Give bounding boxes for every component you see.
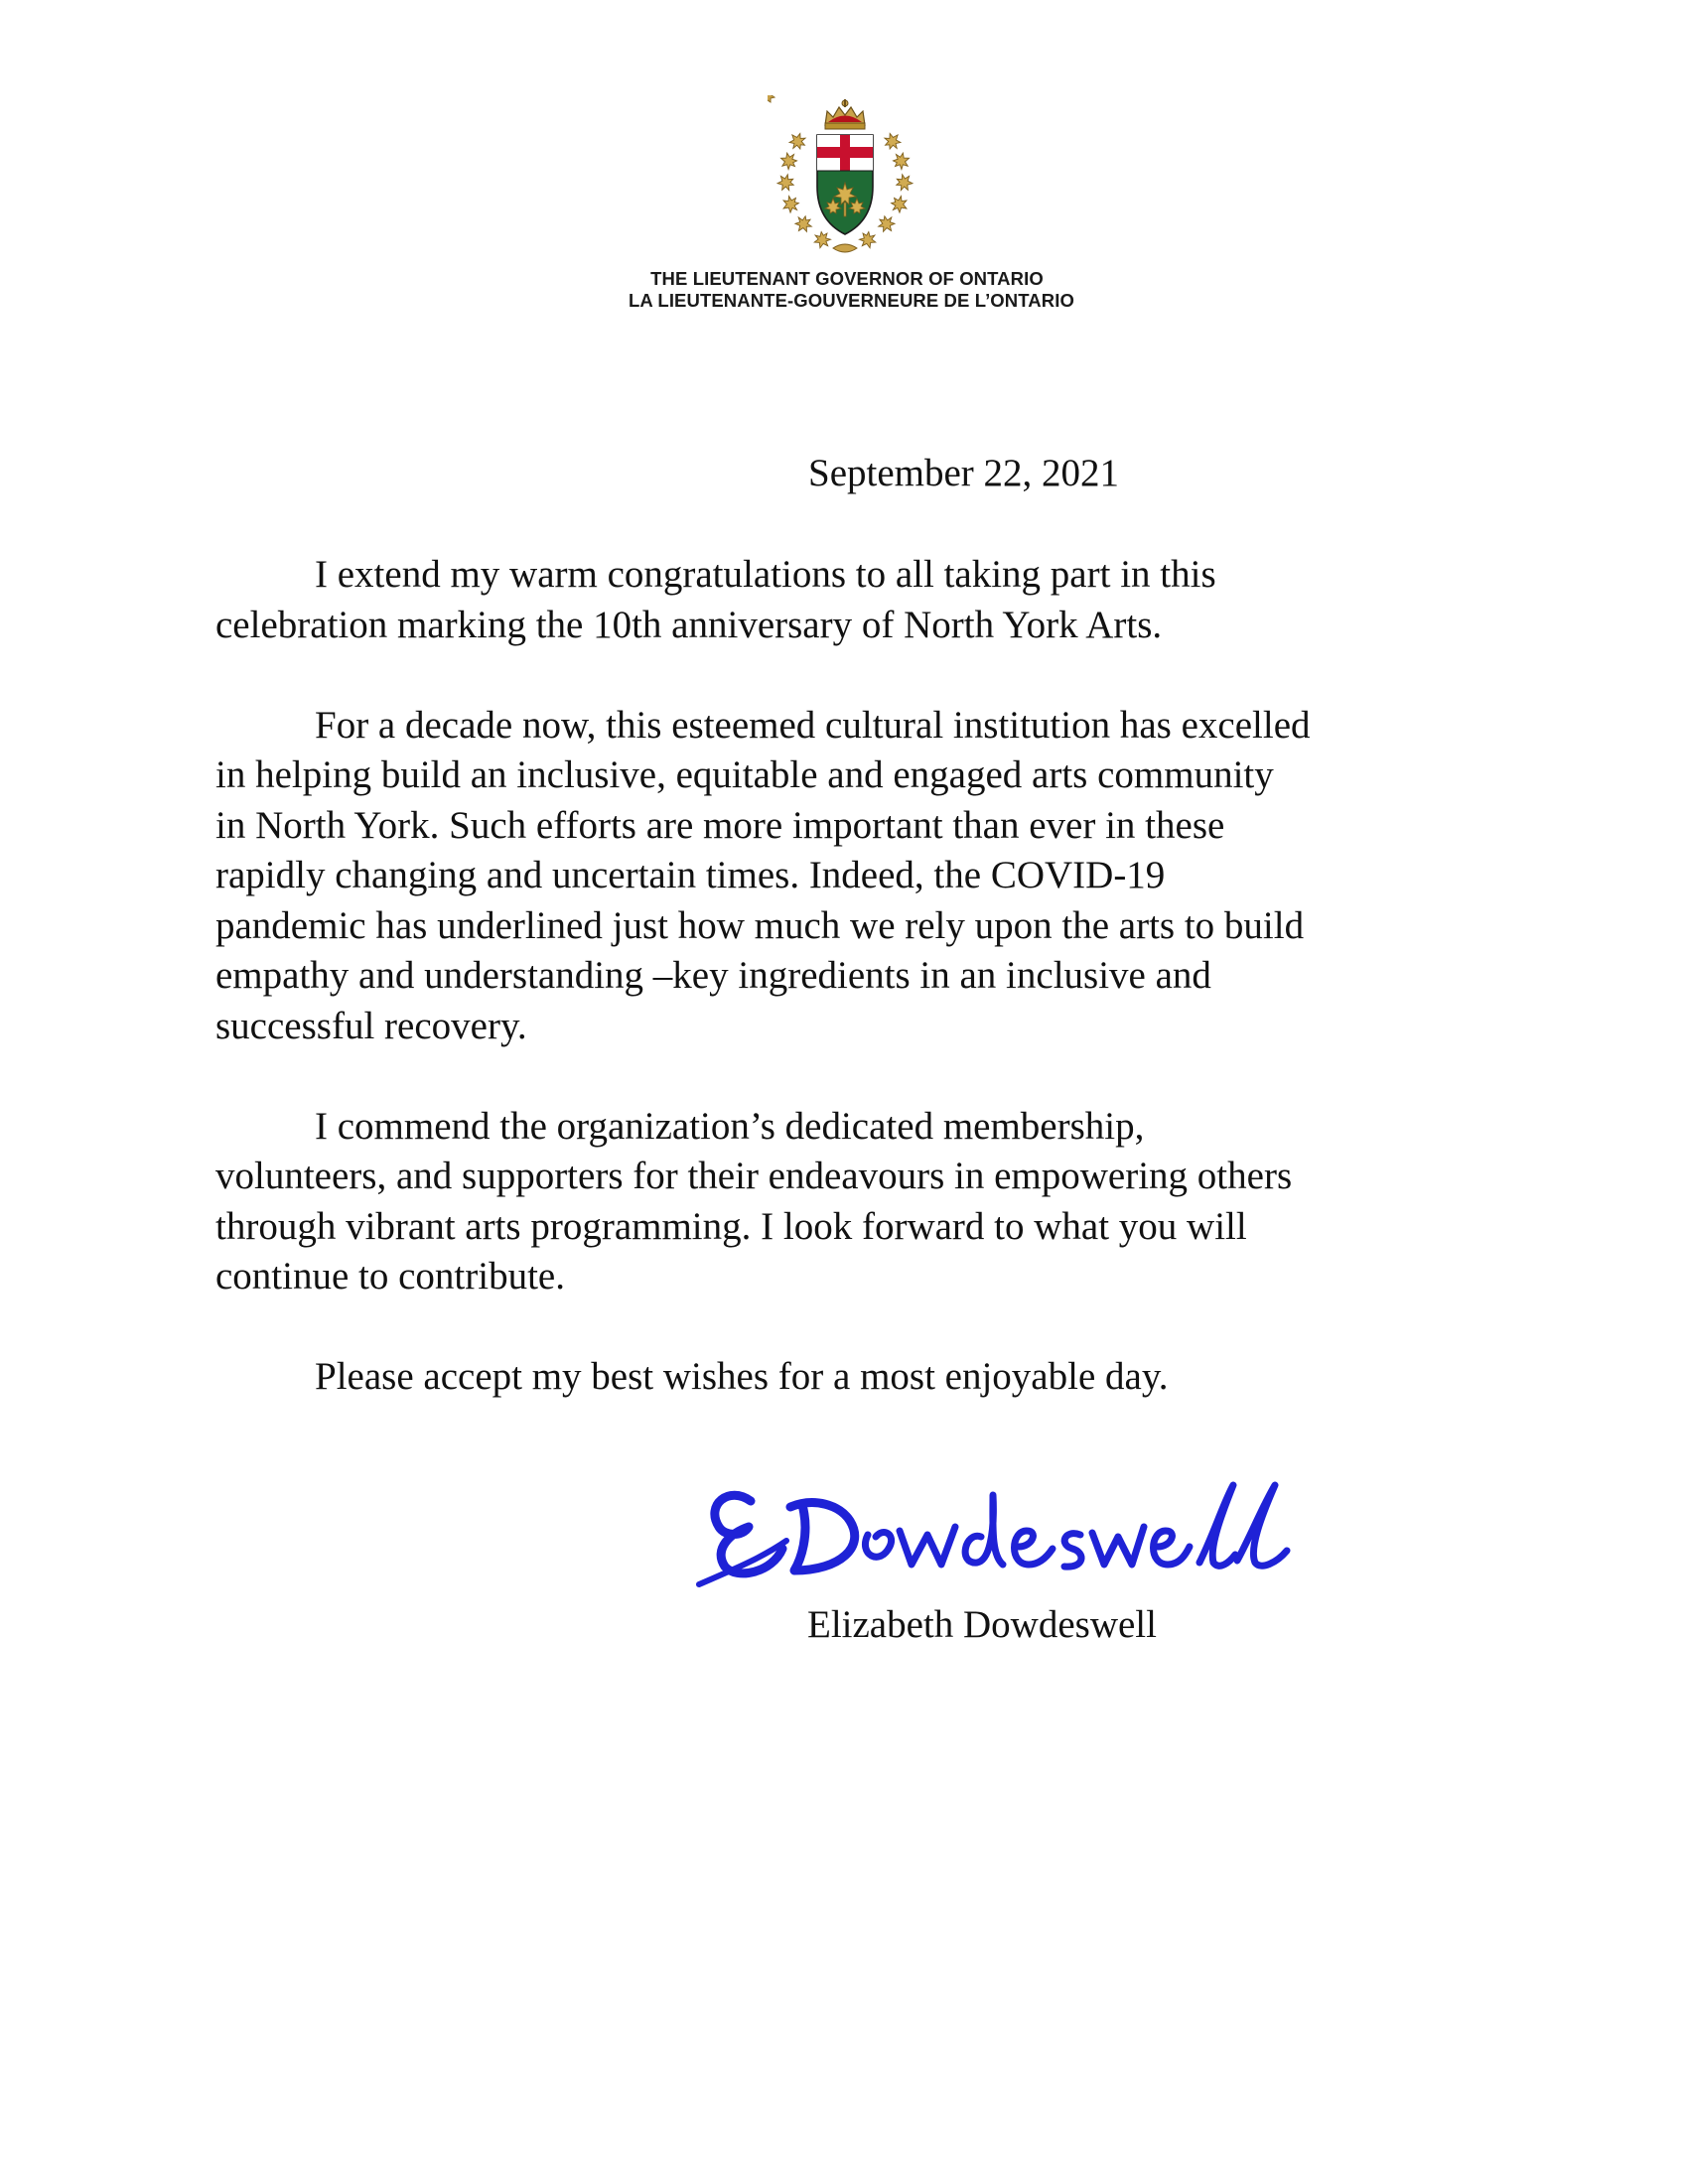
paragraph-3 xyxy=(215,1102,1486,1302)
letter-date: September 22, 2021 xyxy=(808,452,1120,494)
body-line: celebration marking the 10th anniversary of North York Arts. xyxy=(215,603,1163,646)
letter-body xyxy=(215,550,1486,1452)
body-line: in helping build an inclusive, equitable and engaged arts community xyxy=(215,753,1274,796)
crest-icon xyxy=(768,95,922,258)
body-line: rapidly changing and uncertain times. Indeed, the COVID-19 xyxy=(215,854,1166,896)
body-line: pandemic has underlined just how much we rely upon the arts to build xyxy=(215,903,1305,947)
body-line: For a decade now, this esteemed cultural institution has excelled xyxy=(315,703,1311,747)
body-line: I extend my warm congratulations to all taking part in this xyxy=(315,553,1216,596)
paragraph-2 xyxy=(215,701,1486,1052)
paragraph-1 xyxy=(215,550,1486,650)
paragraph-4 xyxy=(215,1352,1486,1403)
body-line: empathy and understanding –key ingredients in an inclusive and xyxy=(215,954,1211,997)
body-line: continue to contribute. xyxy=(215,1255,565,1297)
body-line: volunteers, and supporters for their endeavours in empowering others xyxy=(215,1155,1293,1197)
body-line: through vibrant arts programming. I look forward to what you will xyxy=(215,1204,1247,1248)
body-line: successful recovery. xyxy=(215,1004,527,1047)
body-line: Please accept my best wishes for a most enjoyable day. xyxy=(315,1355,1169,1398)
office-title-english: THE LIEUTENANT GOVERNOR OF ONTARIO xyxy=(650,268,1044,289)
body-line: I commend the organization’s dedicated membership, xyxy=(315,1104,1145,1148)
office-title-french: LA LIEUTENANTE-GOUVERNEURE DE L’ONTARIO xyxy=(629,290,1074,311)
signatory-name: Elizabeth Dowdeswell xyxy=(807,1603,1157,1646)
body-line: in North York. Such efforts are more important than ever in these xyxy=(215,803,1225,847)
handwritten-signature xyxy=(691,1475,1299,1592)
